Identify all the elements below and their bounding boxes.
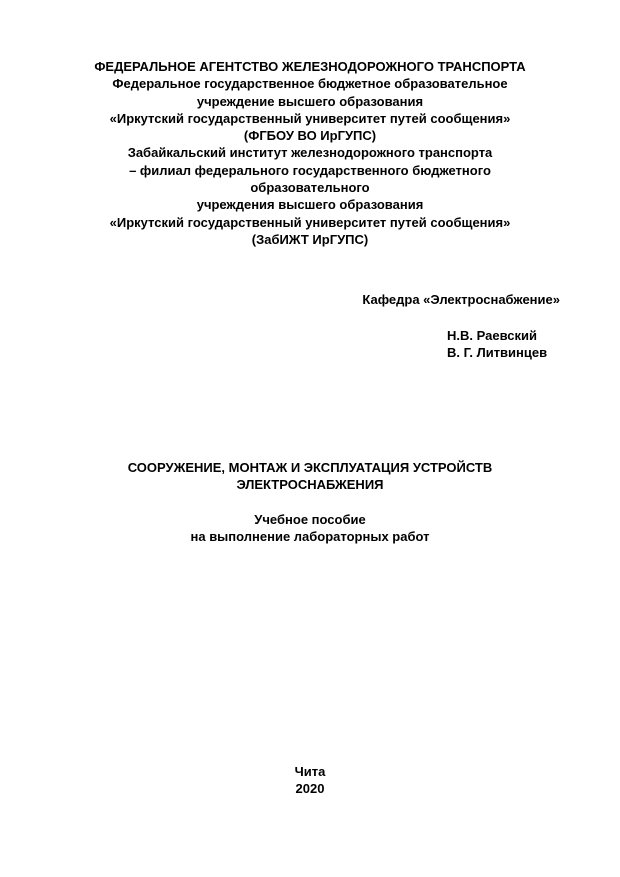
publication-year: 2020 — [295, 781, 325, 796]
document-title — [40, 459, 580, 493]
header-line: учреждение высшего образования — [196, 93, 424, 109]
header-line: «Иркутский государственный университет путей сообщения» — [109, 214, 511, 230]
publication-city: Чита — [294, 764, 326, 779]
header-line: (ФГБОУ ВО ИрГУПС) — [243, 128, 377, 144]
subtitle-line: на выполнение лабораторных работ — [190, 529, 430, 544]
department-name: Кафедра «Электроснабжение» — [362, 292, 560, 307]
header-line: (ЗабИЖТ ИрГУПС) — [251, 231, 369, 247]
header-line: ФЕДЕРАЛЬНОЕ АГЕНТСТВО ЖЕЛЕЗНОДОРОЖНОГО ТРАНСПОРТА — [94, 59, 526, 74]
title-line: СООРУЖЕНИЕ, МОНТАЖ И ЭКСПЛУАТАЦИЯ УСТРОЙСТВ — [127, 460, 493, 475]
author-name: В. Г. Литвинцев — [447, 345, 548, 360]
header-line: Федеральное государственное бюджетное образовательное — [112, 76, 508, 92]
header-line: Забайкальский институт железнодорожного транспорта — [127, 145, 493, 161]
publication-footer — [40, 763, 580, 797]
author-name: Н.В. Раевский — [447, 328, 537, 343]
header-line: «Иркутский государственный университет путей сообщения» — [109, 110, 511, 126]
document-subtitle — [40, 511, 580, 545]
authors-block — [447, 327, 547, 361]
header-line: образовательного — [250, 180, 370, 196]
header-line: – филиал федерального государственного бюджетного — [129, 162, 491, 178]
header-line: учреждения высшего образования — [196, 197, 424, 213]
subtitle-line: Учебное пособие — [254, 512, 366, 527]
institution-header — [40, 58, 580, 248]
title-line: ЭЛЕКТРОСНАБЖЕНИЯ — [236, 477, 384, 492]
